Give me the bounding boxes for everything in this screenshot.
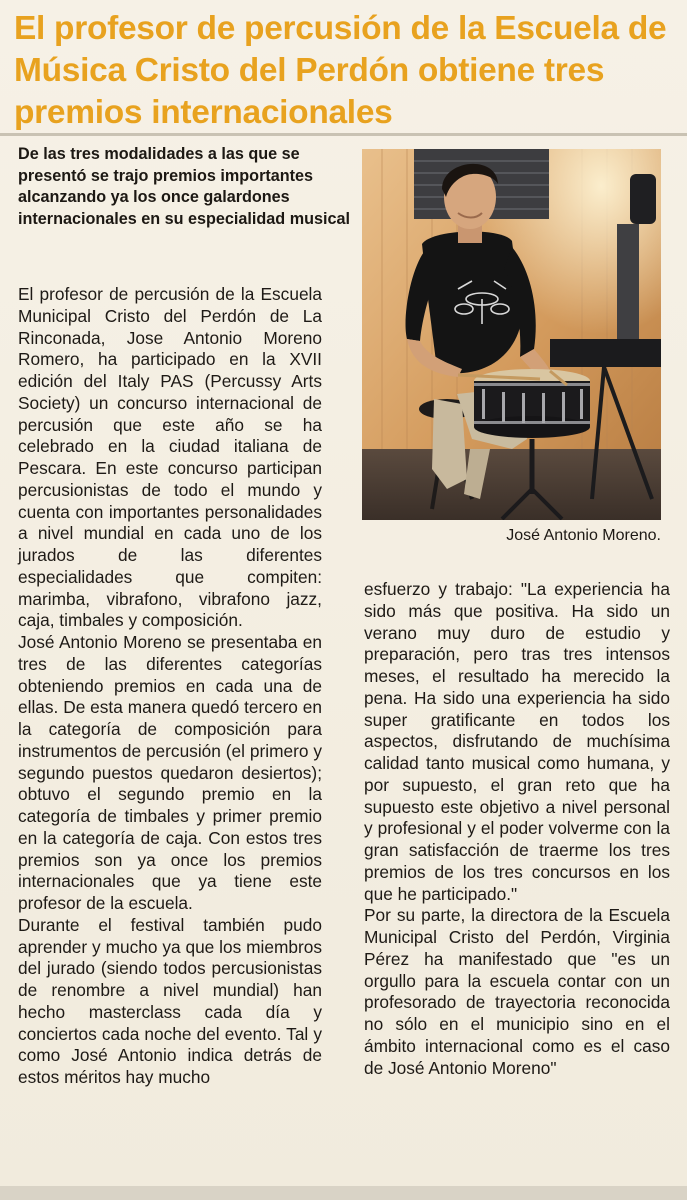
body-paragraph: Durante el festival también pudo aprender y mucho ya que los miembros del jurado (siendo todos percusionistas de renombre a nivel mundial) han hecho masterclass cada día y conciertos cada noche del evento. Tal y como José Antonio indica detrás de estos méritos hay mucho: [18, 914, 322, 1087]
right-text-column: [364, 579, 670, 1079]
body-paragraph: Por su parte, la directora de la Escuela Municipal Cristo del Perdón, Virginia Pérez ha manifestado que "es un orgullo para la escuela contar con un profesorado de trayectoria reconocida no sólo en el municipio sino en el ámbito internacional como es el caso de José Antonio Moreno": [364, 905, 670, 1078]
headline-divider: [0, 133, 687, 136]
page-bottom-edge: [0, 1186, 687, 1200]
body-paragraph: José Antonio Moreno se presentaba en tres de las diferentes categorías obteniendo premios en cada una de ellas. De esta manera quedó tercero en la categoría de composición para instrumentos de percusión (el primero y segundo puestos quedaron desiertos); obtuvo el segundo premio en la categoría de timbales y primer premio en la categoría de caja. Con estos tres premios son ya once los premios internacionales que ya tiene este profesor de la escuela.: [18, 632, 322, 913]
body-paragraph: esfuerzo y trabajo: "La experiencia ha sido más que positiva. Ha sido un verano muy duro de estudio y preparación, pero tras tres intensos meses, el resultado ha merecido la pena. Ha sido una experiencia ha sido super gratificante en todos los aspectos, disfrutando de muchísima calidad tanto musical como humana, y por supuesto, el gran reto que ha supuesto este objetivo a nivel personal y profesional y el poder volverme con la gran satisfacción de traerme los tres premios de los tres concursos en los que he participado.": [364, 579, 670, 904]
article-photo: [362, 149, 661, 520]
photo-caption: José Antonio Moreno.: [506, 527, 661, 544]
body-paragraph: El profesor de percusión de la Escuela Municipal Cristo del Perdón de La Rinconada, Jose Antonio Moreno Romero, ha participado en la XVII edición del Italy PAS (Percussy Arts Society) un concurso internacional de percusión que este año se ha celebrado en la ciudad italiana de Pescara. En este concurso participan percusionistas de todo el mundo y cuenta con importantes personalidades a nivel mundial en cada uno de los jurados de las diferentes especialidades que compiten: marimba, vibrafono, vibrafono jazz, caja, timbales y composición.: [18, 284, 322, 631]
article-headline: El profesor de percusión de la Escuela de Música Cristo del Perdón obtiene tres premios internacionales: [14, 10, 667, 131]
left-text-column: [18, 284, 322, 1089]
article-lead: De las tres modalidades a las que se presentó se trajo premios importantes alcanzando ya los once galardones internacionales en su especialidad musical: [18, 145, 350, 228]
